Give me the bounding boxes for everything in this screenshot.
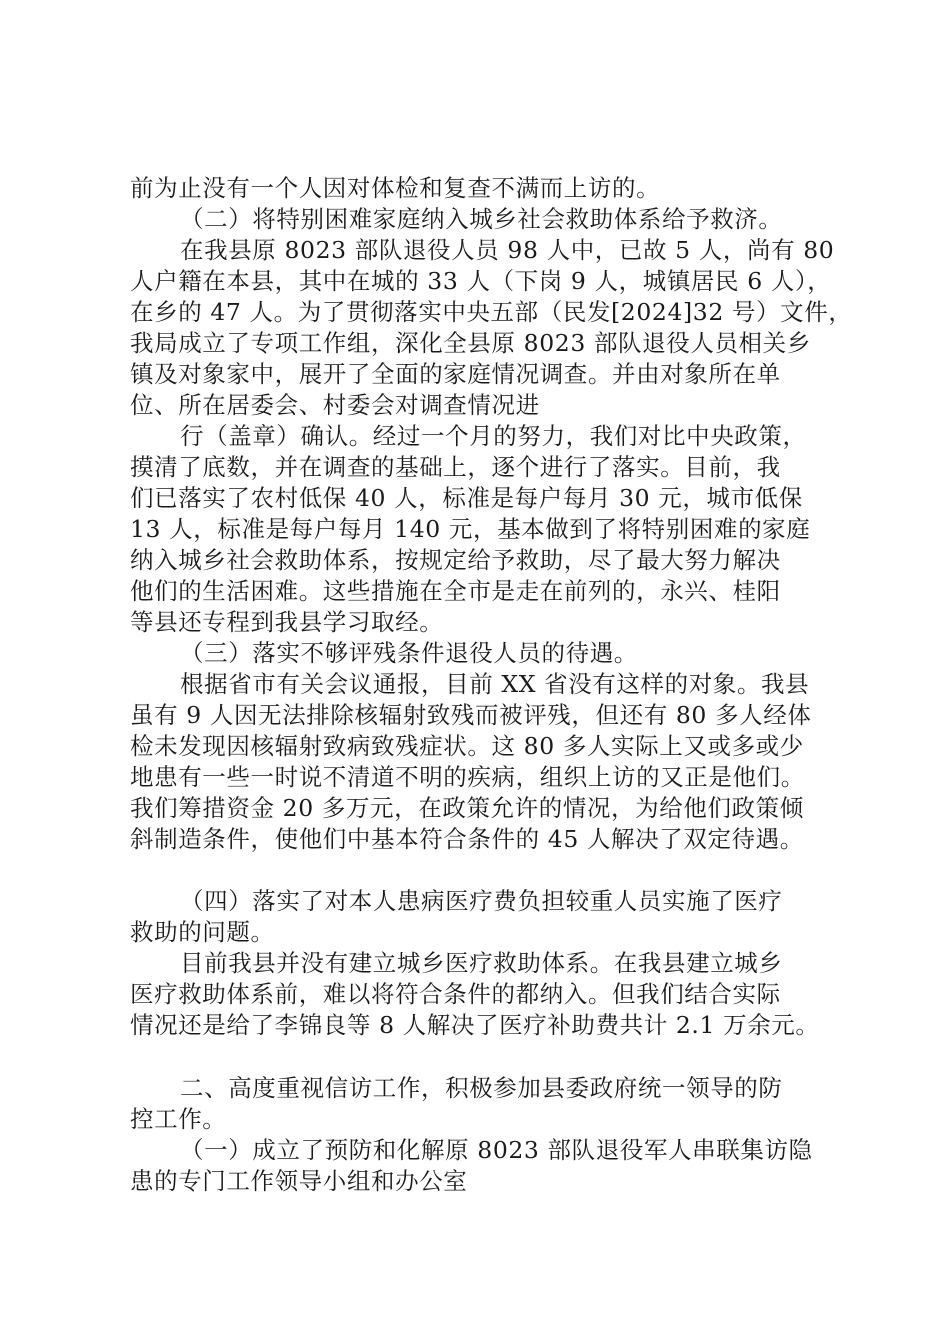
text-line: 医疗救助体系前，难以将符合条件的都纳入。但我们结合实际 [130, 980, 781, 1008]
text-line: 目前我县并没有建立城乡医疗救助体系。在我县建立城乡 [180, 949, 783, 977]
text-line: 情况还是给了李锦良等 8 人解决了医疗补助费共计 2.1 万余元。 [130, 1011, 820, 1039]
text-line: 前为止没有一个人因对体检和复查不满而上访的。 [130, 174, 661, 202]
text-line: 位、所在居委会、村委会对调查情况进 [130, 391, 540, 419]
text-line: 人户籍在本县，其中在城的 33 人（下岗 9 人，城镇居民 6 人）， [130, 267, 832, 295]
text-line: 斜制造条件，使他们中基本符合条件的 45 人解决了双定待遇。 [130, 825, 804, 853]
text-line: 们已落实了农村低保 40 人，标准是每户每月 30 元，城市低保 [130, 484, 803, 512]
text-line: 他们的生活困难。这些措施在全市是走在前列的，永兴、桂阳 [130, 577, 781, 605]
text-line: （二）将特别困难家庭纳入城乡社会救助体系给予救济。 [180, 205, 783, 233]
text-line: 等县还专程到我县学习取经。 [130, 608, 444, 636]
text-line: 行（盖章）确认。经过一个月的努力，我们对比中央政策， [180, 422, 807, 450]
text-line: 救助的问题。 [130, 918, 275, 946]
text-line: 检未发现因核辐射致病致残症状。这 80 多人实际上又或多或少 [130, 732, 804, 760]
text-line: 纳入城乡社会救助体系，按规定给予救助，尽了最大努力解决 [130, 546, 781, 574]
text-line: 我们筹措资金 20 多万元，在政策允许的情况，为给他们政策倾 [130, 794, 804, 822]
text-line: 根据省市有关会议通报，目前 XX 省没有这样的对象。我县 [180, 670, 810, 698]
text-line: 控工作。 [130, 1105, 227, 1133]
text-line: 虽有 9 人因无法排除核辐射致残而被评残，但还有 80 多人经体 [130, 701, 812, 729]
text-line: （四）落实了对本人患病医疗费负担较重人员实施了医疗 [180, 887, 783, 915]
text-line: 地患有一些一时说不清道不明的疾病，组织上访的又正是他们。 [130, 763, 805, 791]
text-line: 摸清了底数，并在调查的基础上，逐个进行了落实。目前，我 [130, 453, 781, 481]
text-line: 我局成立了专项工作组，深化全县原 8023 部队退役人员相关乡 [130, 329, 811, 357]
text-line: 镇及对象家中，展开了全面的家庭情况调查。并由对象所在单 [130, 360, 781, 388]
text-line: 患的专门工作领导小组和办公室 [130, 1167, 468, 1195]
text-line: 在我县原 8023 部队退役人员 98 人中，已故 5 人，尚有 80 [180, 236, 835, 264]
text-line: 二、高度重视信访工作，积极参加县委政府统一领导的防 [180, 1074, 783, 1102]
text-line: （一）成立了预防和化解原 8023 部队退役军人串联集访隐 [180, 1136, 813, 1164]
text-line: 在乡的 47 人。为了贯彻落实中央五部（民发[2024]32 号）文件， [130, 298, 853, 326]
text-line: （三）落实不够评残条件退役人员的待遇。 [180, 639, 638, 667]
text-line: 13 人，标准是每户每月 140 元，基本做到了将特别困难的家庭 [130, 515, 811, 543]
